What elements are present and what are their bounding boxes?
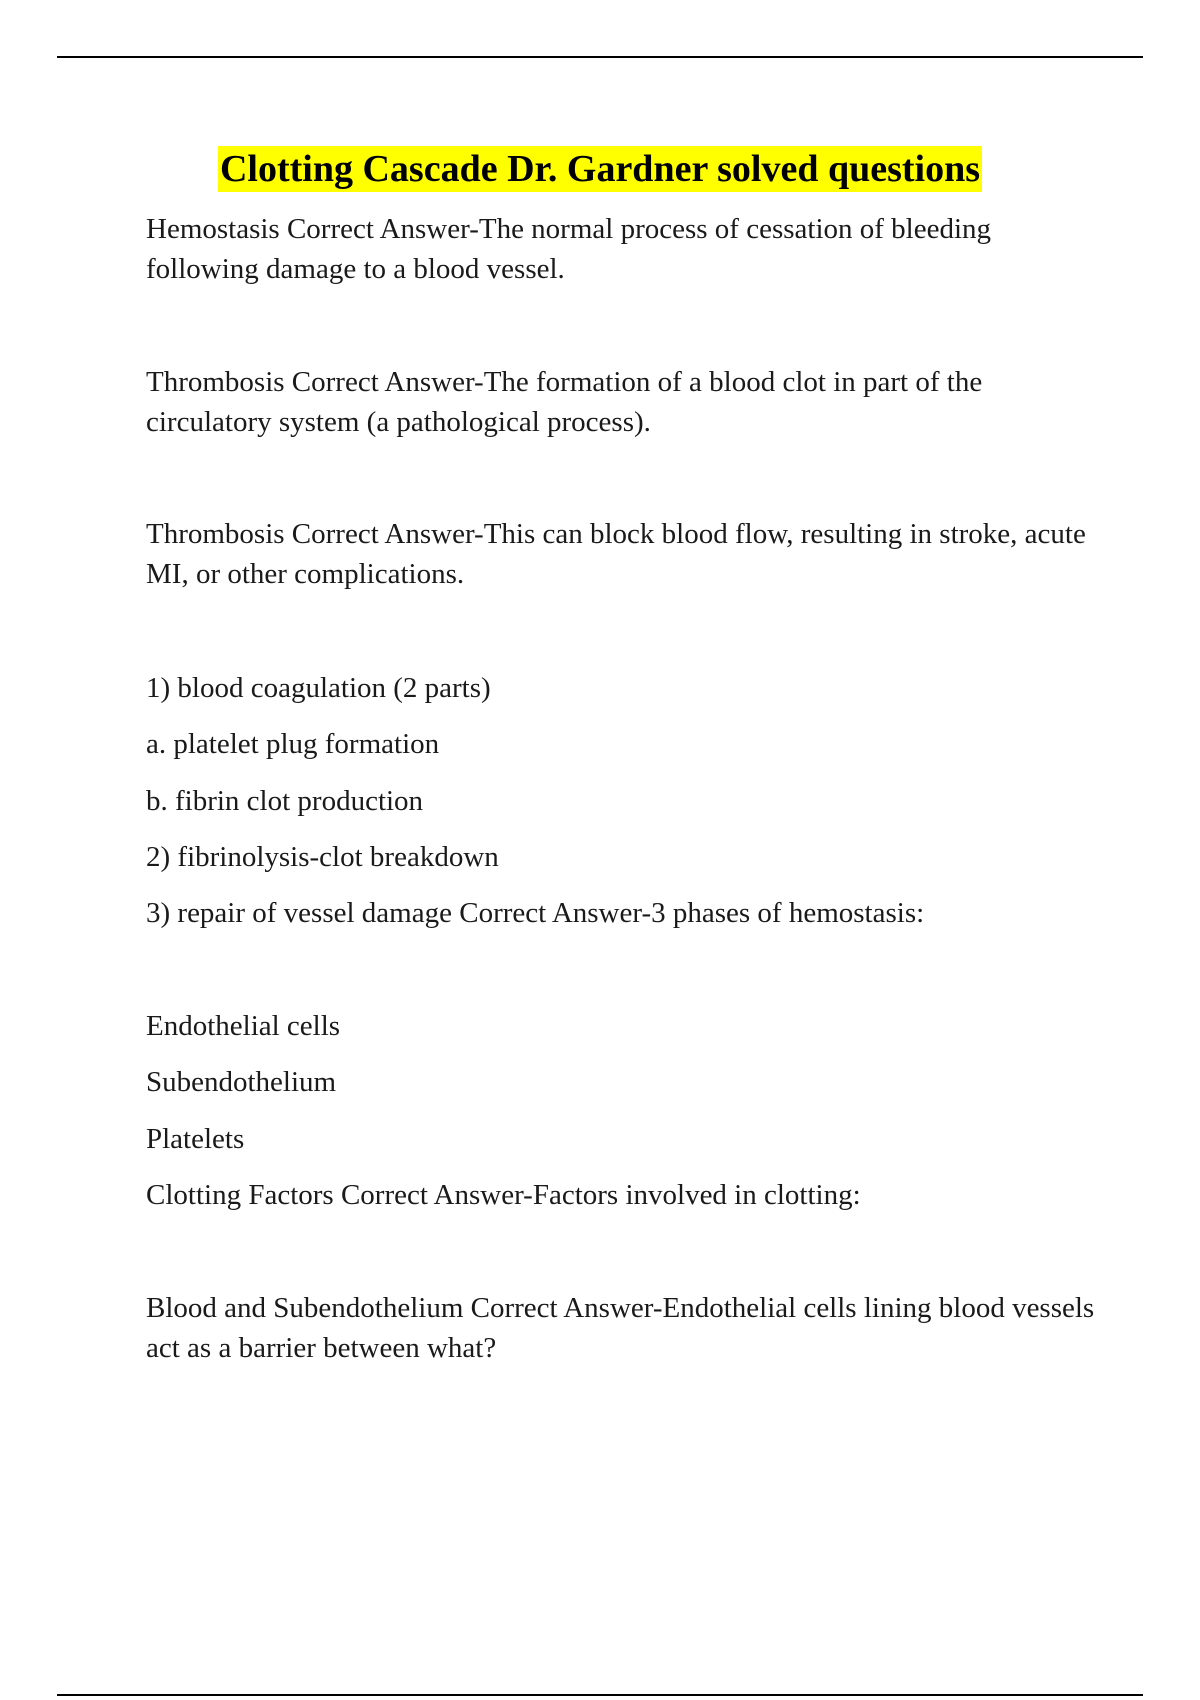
paragraph-thrombosis-effect: Thrombosis Correct Answer-This can block blood flow, resulting in stroke, acute MI, or other complications. [146, 518, 1086, 590]
list-item: 2) fibrinolysis-clot breakdown [146, 841, 499, 873]
list-item: a. platelet plug formation [146, 728, 440, 760]
title-container [0, 146, 1200, 192]
paragraph-thrombosis-definition: Thrombosis Correct Answer-The formation of a blood clot in part of the circulatory system (a pathological process). [146, 366, 983, 438]
list-item: Subendothelium [146, 1066, 337, 1098]
list-item: 3) repair of vessel damage Correct Answer-3 phases of hemostasis: [146, 897, 925, 929]
paragraph-endothelial-barrier: Blood and Subendothelium Correct Answer-Endothelial cells lining blood vessels act as a barrier between what? [146, 1292, 1095, 1364]
list-item: b. fibrin clot production [146, 785, 424, 817]
top-rule [57, 56, 1143, 58]
document-title: Clotting Cascade Dr. Gardner solved questions [219, 148, 981, 190]
list-item: 1) blood coagulation (2 parts) [146, 672, 491, 704]
bottom-rule [57, 1694, 1143, 1696]
paragraph-hemostasis: Hemostasis Correct Answer-The normal process of cessation of bleeding following damage to a blood vessel. [146, 213, 992, 285]
list-item: Platelets [146, 1123, 245, 1155]
list-item: Endothelial cells [146, 1010, 341, 1042]
list-item: Clotting Factors Correct Answer-Factors involved in clotting: [146, 1179, 861, 1211]
